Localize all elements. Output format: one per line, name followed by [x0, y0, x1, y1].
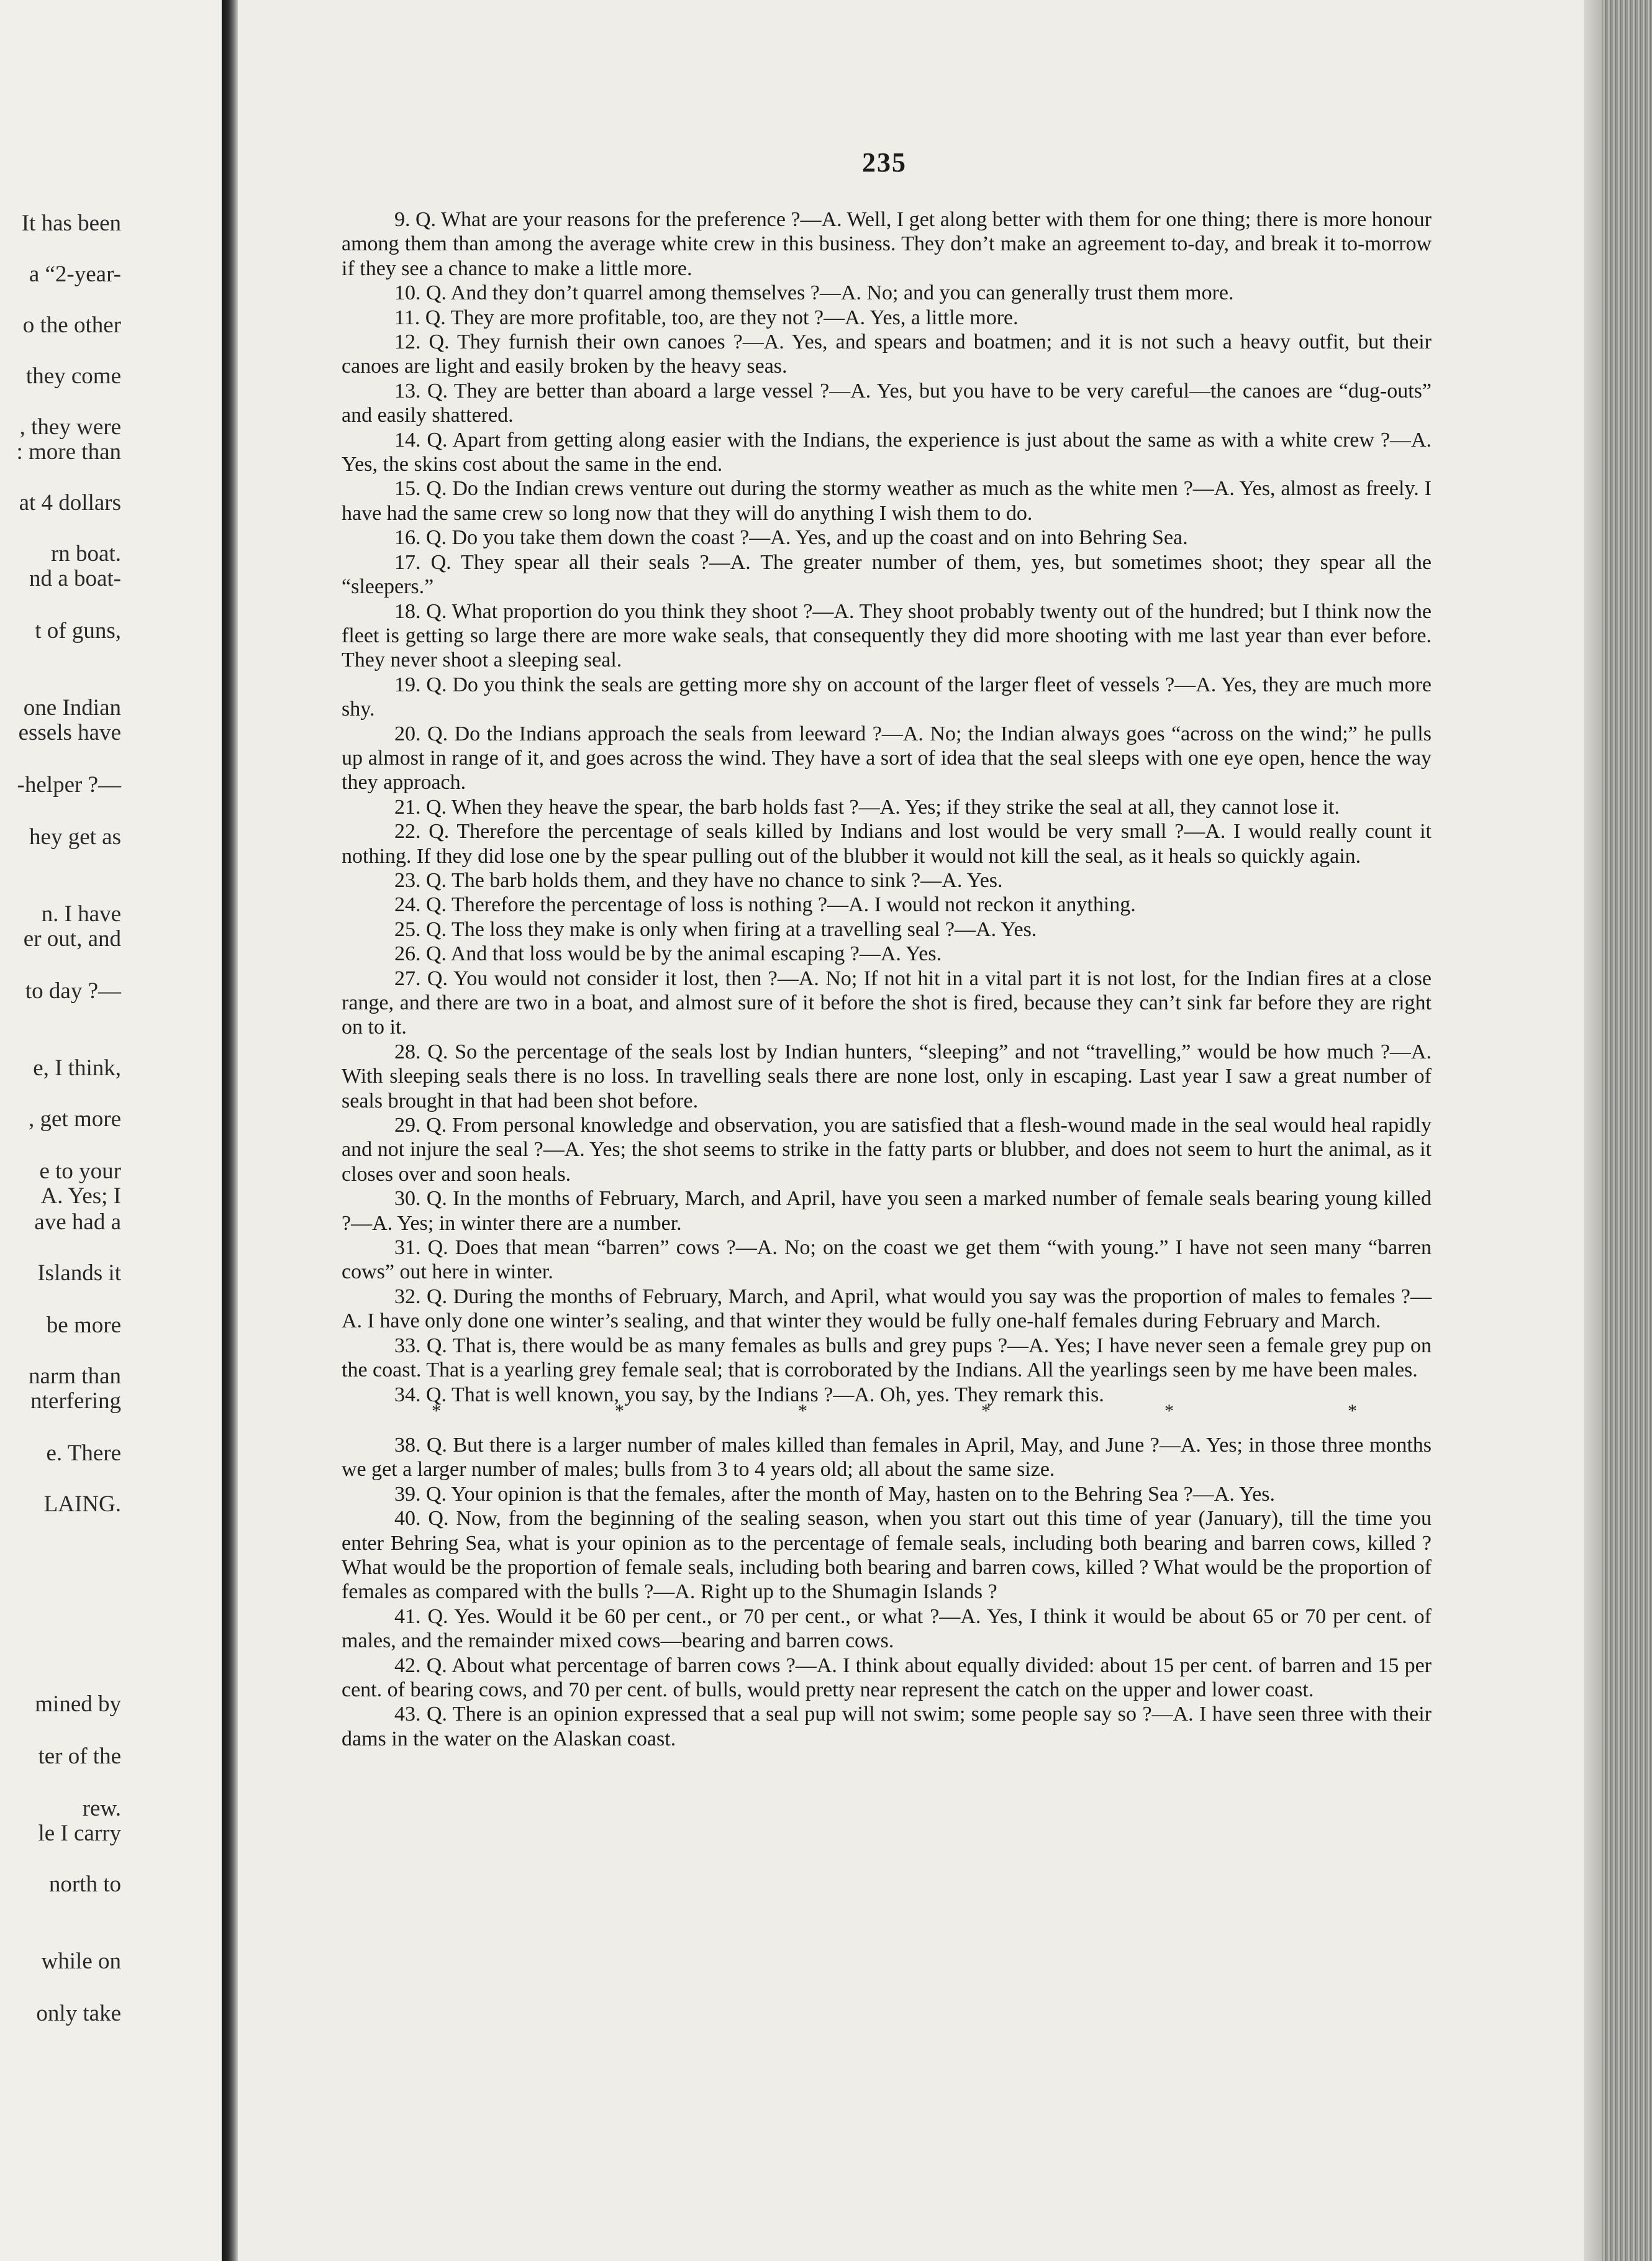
- left-page-line: only take: [36, 2001, 121, 2026]
- left-page-line: er out, and: [23, 926, 121, 952]
- left-page-line: A. Yes; I: [40, 1183, 121, 1209]
- qa-paragraph-23: 23. Q. The barb holds them, and they have no chance to sink ?—A. Yes.: [394, 868, 1003, 892]
- left-page-line: north to: [48, 1872, 121, 1897]
- left-page-line: ave had a: [34, 1209, 121, 1235]
- qa-paragraph-24: 24. Q. Therefore the percentage of loss is nothing ?—A. I would not reckon it anything.: [394, 893, 1136, 917]
- left-page-line: , get more: [29, 1106, 121, 1132]
- left-page-line: be more: [46, 1312, 121, 1338]
- left-page-line: e to your: [39, 1158, 121, 1184]
- page-edge-shadow: [1584, 0, 1602, 2261]
- qa-paragraph-17: 17. Q. They spear all their seals ?—A. The greater number of them, yes, but sometimes shoot; they spear all the “sleepers.”: [342, 550, 1432, 599]
- left-page-line: rn boat.: [50, 541, 121, 566]
- qa-paragraph-41: 41. Q. Yes. Would it be 60 per cent., or 70 per cent., or what ?—A. Yes, I think it would be about 65 or 70 per cent. of males, and the remainder mixed cows—bearing and barren cows.: [342, 1604, 1432, 1653]
- left-page-line: LAING.: [43, 1491, 121, 1517]
- qa-paragraph-25: 25. Q. The loss they make is only when firing at a travelling seal ?—A. Yes.: [394, 917, 1037, 941]
- left-page-line: rew.: [82, 1796, 121, 1821]
- left-page-line: nd a boat-: [29, 566, 121, 591]
- left-page-line: hey get as: [29, 824, 121, 850]
- left-page-line: n. I have: [41, 901, 121, 927]
- qa-paragraph-13: 13. Q. They are better than aboard a large vessel ?—A. Yes, but you have to be very careful—the canoes are “dug-outs” and easily shattered.: [342, 379, 1432, 427]
- asterisk: *: [615, 1400, 624, 1421]
- left-page-line: to day ?—: [25, 978, 121, 1004]
- qa-paragraph-40: 40. Q. Now, from the beginning of the sealing season, when you start out this time of year (January), till the time you enter Behring Sea, what is your opinion as to the percentage of female seals, including both bearing and barren cows, killed ? What would be the proportion of female seals, including both bearing and barren cows, killed ? What would be the proportion of females as compared with the bulls ?—A. Right up to the Shumagin Islands ?: [342, 1507, 1432, 1604]
- page-number: 235: [862, 147, 907, 178]
- left-page-line: one Indian: [23, 695, 121, 721]
- qa-paragraph-18: 18. Q. What proportion do you think they shoot ?—A. They shoot probably twenty out of the hundred; but I think now the fleet is getting so large there are more wake seals, that consequently they did more shooting with me last year than ever before. They never shoot a sleeping seal.: [342, 599, 1432, 672]
- testimony-body: [342, 207, 1432, 1751]
- qa-paragraph-27: 27. Q. You would not consider it lost, then ?—A. No; If not hit in a vital part it is not lost, for the Indian fires at a close range, and there are two in a boat, and almost sure of it before the shot is fired, because they can’t sink far before they are right on to it.: [342, 967, 1432, 1039]
- qa-paragraph-22: 22. Q. Therefore the percentage of seals killed by Indians and lost would be very small ?—A. I would really count it nothing. If they did lose one by the spear pulling out of the blubber it would not kill the seal, as it heals so quickly again.: [342, 820, 1432, 868]
- qa-paragraph-15: 15. Q. Do the Indian crews venture out during the stormy weather as much as the white men ?—A. Yes, almost as freely. I have had the same crew so long now that they will do anything I wish them to do.: [342, 477, 1432, 525]
- qa-paragraph-42: 42. Q. About what percentage of barren cows ?—A. I think about equally divided: about 15 per cent. of barren and 15 per cent. of bearing cows, and 70 per cent. of bulls, would pretty near represent the catch on the upper and lower coast.: [342, 1654, 1432, 1701]
- qa-paragraph-32: 32. Q. During the months of February, March, and April, what would you say was the proportion of males to females ?—A. I have only done one winter’s sealing, and that winter they would be fully one-half females during February and March.: [342, 1285, 1432, 1333]
- left-page-line: mined by: [35, 1691, 121, 1717]
- left-page-line: narm than: [29, 1363, 121, 1389]
- left-page-line: -helper ?—: [17, 772, 121, 798]
- book-edge: [1602, 0, 1652, 2261]
- qa-paragraph-29: 29. Q. From personal knowledge and observation, you are satisfied that a flesh-wound made in the seal would heal rapidly and not injure the seal ?—A. Yes; the shot seems to strike in the fatty parts or blubber, and does not seem to hurt the animal, as it closes over and soon heals.: [342, 1114, 1432, 1186]
- qa-paragraph-26: 26. Q. And that loss would be by the animal escaping ?—A. Yes.: [394, 942, 942, 966]
- left-page-line: e. There: [46, 1440, 121, 1466]
- left-page-line: essels have: [18, 720, 121, 745]
- qa-paragraph-19: 19. Q. Do you think the seals are getting more shy on account of the larger fleet of vessels ?—A. Yes, they are much more shy.: [342, 673, 1432, 721]
- left-page-line: ter of the: [38, 1744, 121, 1769]
- left-page-line: It has been: [21, 211, 121, 236]
- qa-paragraph-14: 14. Q. Apart from getting along easier with the Indians, the experience is just about the same as with a white crew ?—A. Yes, the skins cost about the same in the end.: [342, 428, 1432, 476]
- asterisk: *: [432, 1400, 441, 1421]
- qa-paragraph-20: 20. Q. Do the Indians approach the seals from leeward ?—A. No; the Indian always goes “across on the wind;” he pulls up almost in range of it, and goes across the wind. They have a sort of idea that the seal sleeps with one eye open, hence the way they approach.: [342, 722, 1432, 794]
- qa-paragraph-12: 12. Q. They furnish their own canoes ?—A. Yes, and spears and boatmen; and it is not such a heavy outfit, but their canoes are light and easily broken by the heavy seas.: [342, 330, 1432, 378]
- asterisk: *: [1164, 1400, 1174, 1421]
- qa-paragraph-28: 28. Q. So the percentage of the seals lost by Indian hunters, “sleeping” and not “travelling,” would be how much ?—A. With sleeping seals there is no loss. In travelling seals there are none lost, only in escaping. Last year I saw a great number of seals brought in that had been shot before.: [342, 1040, 1432, 1112]
- left-page-line: a “2-year-: [29, 262, 121, 287]
- left-page-line: t of guns,: [35, 618, 121, 644]
- left-page-fragment: [0, 0, 224, 2261]
- left-page-line: o the other: [22, 312, 121, 338]
- left-page-line: they come: [25, 363, 121, 389]
- qa-paragraph-16: 16. Q. Do you take them down the coast ?—A. Yes, and up the coast and on into Behring Sea.: [394, 526, 1188, 550]
- qa-paragraph-39: 39. Q. Your opinion is that the females, after the month of May, hasten on to the Behring Sea ?—A. Yes.: [394, 1482, 1276, 1506]
- book-gutter: [222, 0, 238, 2261]
- qa-paragraph-30: 30. Q. In the months of February, March, and April, have you seen a marked number of female seals bearing young killed ?—A. Yes; in winter there are a number.: [342, 1187, 1432, 1235]
- qa-paragraph-34: 34. Q. That is well known, you say, by the Indians ?—A. Oh, yes. They remark this.: [394, 1383, 1104, 1406]
- qa-paragraph-33: 33. Q. That is, there would be as many females as bulls and grey pups ?—A. Yes; I have never seen a female grey pup on the coast. That is a yearling grey female seal; that is corroborated by the Indians. All the yearlings seen by me have been males.: [342, 1334, 1432, 1382]
- left-page-line: Islands it: [37, 1260, 121, 1286]
- asterisk: *: [798, 1400, 807, 1421]
- left-page-line: le I carry: [38, 1821, 121, 1846]
- left-page-line: , they were: [19, 414, 121, 440]
- qa-paragraph-38: 38. Q. But there is a larger number of males killed than females in April, May, and June ?—A. Yes; in those three months we get a larger number of males; bulls from 3 to 4 years old; all about the same size.: [342, 1433, 1432, 1481]
- qa-paragraph-21: 21. Q. When they heave the spear, the barb holds fast ?—A. Yes; if they strike the seal at all, they cannot lose it.: [394, 795, 1340, 819]
- qa-paragraph-43: 43. Q. There is an opinion expressed that a seal pup will not swim; some people say so ?—A. I have seen three with their dams in the water on the Alaskan coast.: [342, 1703, 1432, 1750]
- left-page-line: nterfering: [30, 1388, 121, 1414]
- asterisk: *: [981, 1400, 991, 1421]
- left-page-line: at 4 dollars: [19, 490, 121, 516]
- left-page-line: while on: [41, 1949, 121, 1974]
- qa-paragraph-11: 11. Q. They are more profitable, too, are they not ?—A. Yes, a little more.: [394, 306, 1019, 329]
- asterisk: *: [1348, 1400, 1357, 1421]
- left-page-line: e, I think,: [33, 1055, 121, 1081]
- left-page-line: : more than: [16, 439, 121, 465]
- qa-paragraph-31: 31. Q. Does that mean “barren” cows ?—A. No; on the coast we get them “with young.” I have not seen many “barren cows” out here in winter.: [342, 1236, 1432, 1284]
- qa-paragraph-9: 9. Q. What are your reasons for the preference ?—A. Well, I get along better with them for one thing; there is more honour among them than among the average white crew in this business. They don’t make an agreement to-day, and break it to-morrow if they see a chance to make a little more.: [342, 208, 1432, 280]
- qa-paragraph-10: 10. Q. And they don’t quarrel among themselves ?—A. No; and you can generally trust them more.: [394, 281, 1234, 305]
